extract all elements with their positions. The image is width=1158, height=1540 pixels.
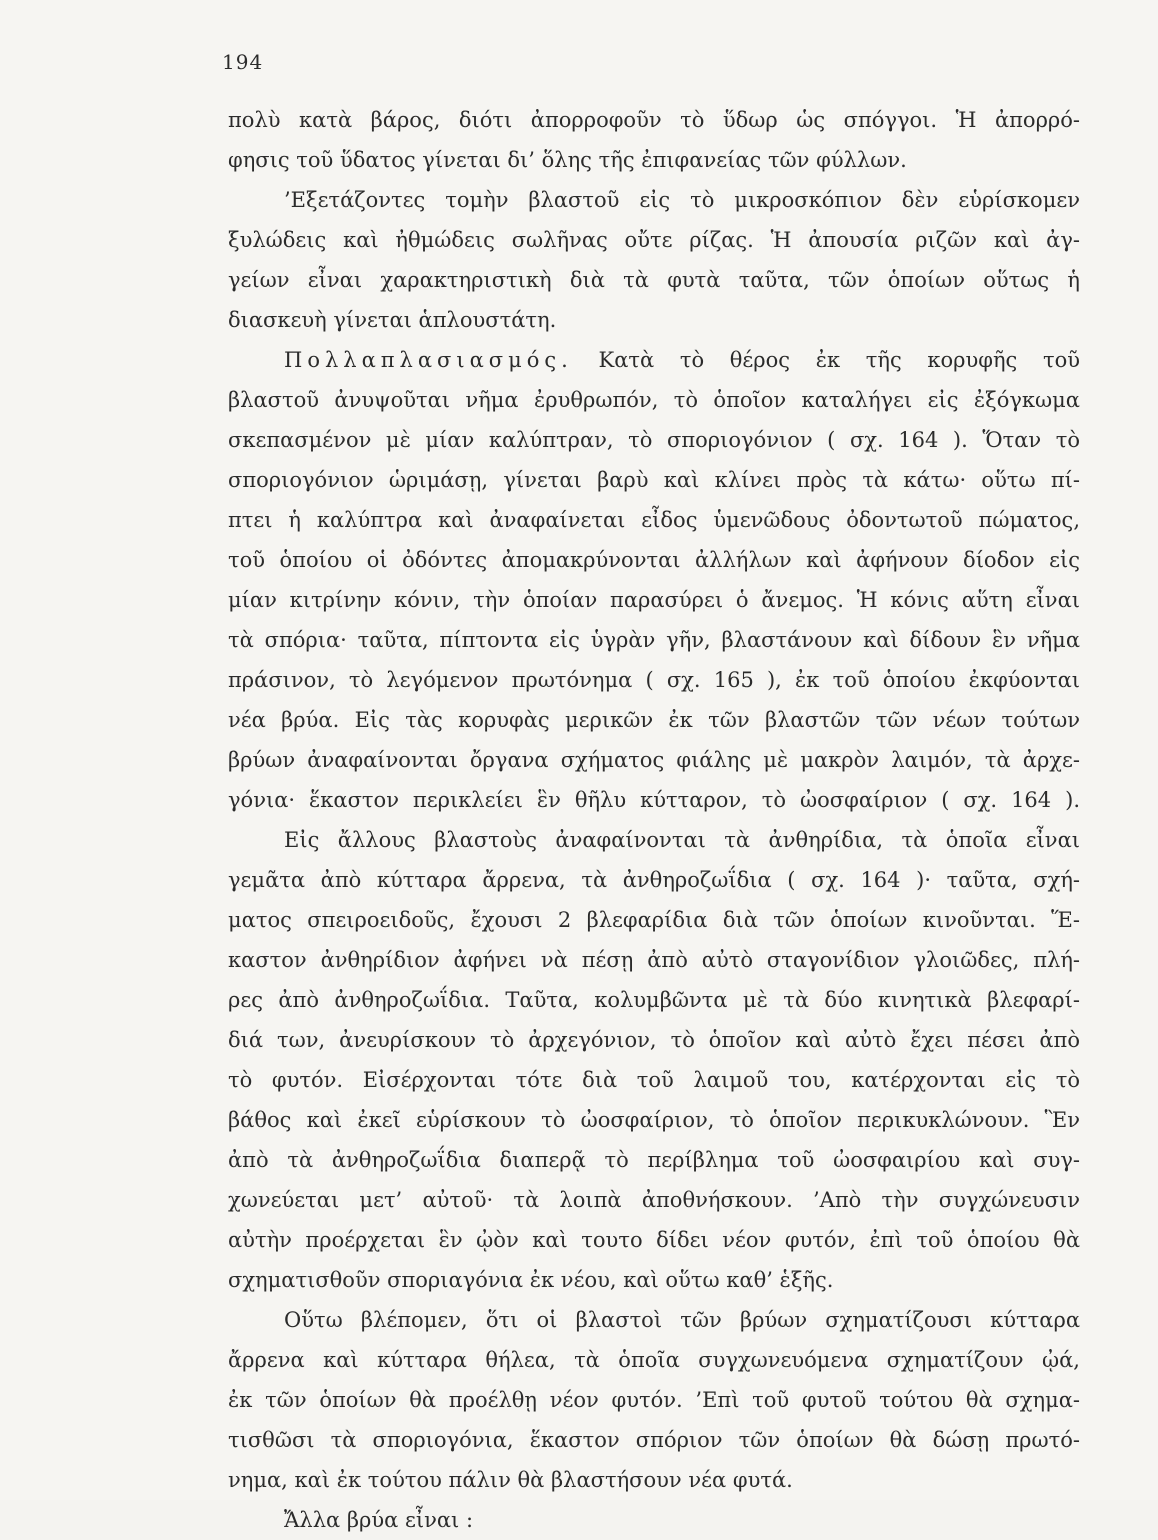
text-line: πτει ἡ καλύπτρα καὶ ἀναφαίνεται εἶδος ὑμενῶδους ὀδοντωτοῦ πώματος,	[228, 508, 1080, 532]
text-line: τοῦ ὁποίου οἱ ὀδόντες ἀπομακρύνονται ἀλλήλων καὶ ἀφήνουν δίοδον εἰς	[228, 548, 1080, 572]
text-line: Οὕτω βλέπομεν, ὅτι οἱ βλαστοὶ τῶν βρύων σχηματίζουσι κύτταρα	[284, 1308, 1080, 1332]
text-line: σκεπασμένον μὲ μίαν καλύπτραν, τὸ σποριογόνιον ( σχ. 164 ). Ὅταν τὸ	[228, 428, 1080, 452]
text-line: βάθος καὶ ἐκεῖ εὑρίσκουν τὸ ὠοσφαίριον, τὸ ὁποῖον περικυκλώνουν. Ἓν	[228, 1108, 1080, 1132]
text-line	[228, 340, 1080, 380]
text-line: γεμᾶτα ἀπὸ κύτταρα ἄρρενα, τὰ ἀνθηροζωΐδια ( σχ. 164 )· ταῦτα, σχή-	[228, 868, 1080, 892]
text-line: πράσινον, τὸ λεγόμενον πρωτόνημα ( σχ. 165 ), ἐκ τοῦ ὁποίου ἐκφύονται	[228, 668, 1080, 692]
text-line: νέα βρύα. Εἰς τὰς κορυφὰς μερικῶν ἐκ τῶν βλαστῶν τῶν νέων τούτων	[228, 708, 1080, 732]
text-line: ξυλώδεις καὶ ἠθμώδεις σωλῆνας οὔτε ρίζας. Ἡ ἀπουσία ριζῶν καὶ ἀγ-	[228, 228, 1080, 252]
text-line: χωνεύεται μετ’ αὐτοῦ· τὰ λοιπὰ ἀποθνήσκουν. ’Απὸ τὴν συγχώνευσιν	[228, 1188, 1080, 1212]
text-line: διά των, ἀνευρίσκουν τὸ ἀρχεγόνιον, τὸ ὁποῖον καὶ αὐτὸ ἔχει πέσει ἀπὸ	[228, 1028, 1080, 1052]
text-line: σποριογόνιον ὡριμάσῃ, γίνεται βαρὺ καὶ κλίνει πρὸς τὰ κάτω· οὕτω πί-	[228, 468, 1080, 492]
page-number: 194	[222, 50, 264, 74]
text-line: ματος σπειροειδοῦς, ἔχουσι 2 βλεφαρίδια διὰ τῶν ὁποίων κινοῦνται. Ἕ-	[228, 908, 1080, 932]
text-line: ’Εξετάζοντες τομὴν βλαστοῦ εἰς τὸ μικροσκόπιον δὲν εὑρίσκομεν	[284, 188, 1080, 212]
text-line-rest: Κατὰ τὸ θέρος ἐκ τῆς κορυφῆς τοῦ	[572, 348, 1080, 372]
body-text	[228, 100, 1080, 1540]
text-line: νημα, καὶ ἐκ τούτου πάλιν θὰ βλαστήσουν νέα φυτά.	[228, 1468, 793, 1492]
text-line: βρύων ἀναφαίνονται ὄργανα σχήματος φιάλης μὲ μακρὸν λαιμόν, τὰ ἀρχε-	[228, 748, 1080, 772]
text-line: ἄρρενα καὶ κύτταρα θήλεα, τὰ ὁποῖα συγχωνευόμενα σχηματίζουν ᾠά,	[228, 1348, 1080, 1372]
text-line: ἐκ τῶν ὁποίων θὰ προέλθῃ νέον φυτόν. ’Επὶ τοῦ φυτοῦ τούτου θὰ σχημα-	[228, 1388, 1080, 1412]
text-line: Εἰς ἄλλους βλαστοὺς ἀναφαίνονται τὰ ἀνθηρίδια, τὰ ὁποῖα εἶναι	[284, 828, 1080, 852]
text-line: καστον ἀνθηρίδιον ἀφήνει νὰ πέσῃ ἀπὸ αὐτὸ σταγονίδιον γλοιῶδες, πλή-	[228, 948, 1080, 972]
text-line: μίαν κιτρίνην κόνιν, τὴν ὁποίαν παρασύρει ὁ ἄνεμος. Ἡ κόνις αὕτη εἶναι	[228, 588, 1080, 612]
text-line: αὐτὴν προέρχεται ἓν ᾠὸν καὶ τουτο δίδει νέον φυτόν, ἐπὶ τοῦ ὁποίου θὰ	[228, 1228, 1080, 1252]
text-line: Ἄλλα βρύα εἶναι :	[284, 1508, 474, 1532]
text-line: ἀπὸ τὰ ἀνθηροζωΐδια διαπερᾷ τὸ περίβλημα τοῦ ὠοσφαιρίου καὶ συγ-	[228, 1148, 1080, 1172]
text-line: γείων εἶναι χαρακτηριστικὴ διὰ τὰ φυτὰ ταῦτα, τῶν ὁποίων οὕτως ἡ	[228, 268, 1080, 292]
text-line: γόνια· ἕκαστον περικλείει ἓν θῆλυ κύτταρον, τὸ ὠοσφαίριον ( σχ. 164 ).	[228, 788, 1080, 812]
text-line: φησις τοῦ ὕδατος γίνεται δι’ ὅλης τῆς ἐπιφανείας τῶν φύλλων.	[228, 148, 907, 172]
text-line: τισθῶσι τὰ σποριογόνια, ἕκαστον σπόριον τῶν ὁποίων θὰ δώσῃ πρωτό-	[228, 1428, 1080, 1452]
text-line: ρες ἀπὸ ἀνθηροζωΐδια. Ταῦτα, κολυμβῶντα μὲ τὰ δύο κινητικὰ βλεφαρί-	[228, 988, 1080, 1012]
section-heading: Πολλαπλασιασμός.	[284, 348, 573, 372]
text-line: βλαστοῦ ἀνυψοῦται νῆμα ἐρυθρωπόν, τὸ ὁποῖον καταλήγει εἰς ἐξόγκωμα	[228, 388, 1080, 412]
text-line: διασκευὴ γίνεται ἁπλουστάτη.	[228, 308, 557, 332]
text-line: πολὺ κατὰ βάρος, διότι ἀπορροφοῦν τὸ ὕδωρ ὡς σπόγγοι. Ἡ ἀπορρό-	[228, 108, 1080, 132]
text-line: σχηματισθοῦν σποριαγόνια ἐκ νέου, καὶ οὕτω καθ’ ἑξῆς.	[228, 1268, 834, 1292]
text-line: τὰ σπόρια· ταῦτα, πίπτοντα εἰς ὑγρὰν γῆν, βλαστάνουν καὶ δίδουν ἓν νῆμα	[228, 628, 1080, 652]
text-line: τὸ φυτόν. Εἰσέρχονται τότε διὰ τοῦ λαιμοῦ του, κατέρχονται εἰς τὸ	[228, 1068, 1080, 1092]
